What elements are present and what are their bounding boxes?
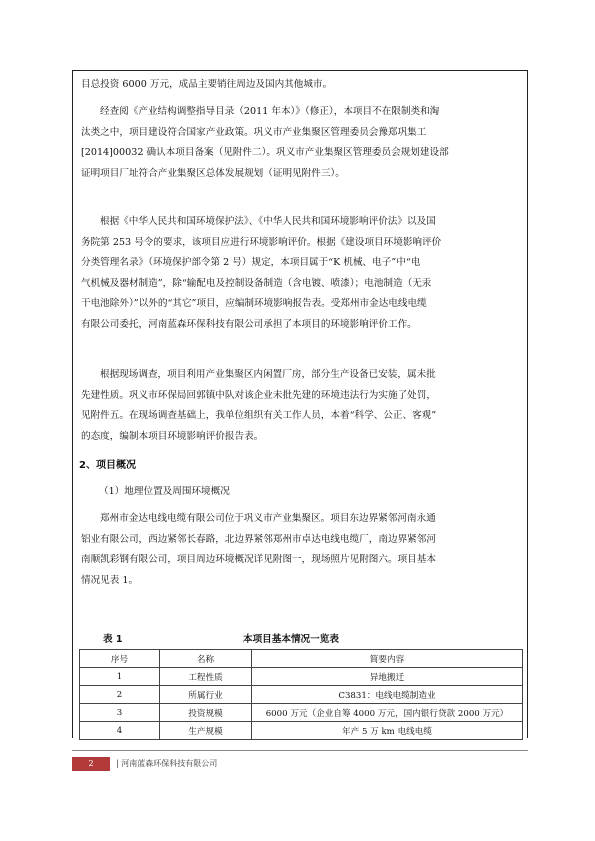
text-line: 气机械及器材制造”，除“输配电及控制设备制造（含电镀、喷漆）；电池制造（无汞	[81, 277, 432, 289]
text-line: 情况见表 1。	[81, 574, 139, 586]
table-header-cell: 名称	[160, 650, 252, 668]
text-line: 有限公司委托，河南蓝森环保科技有限公司承担了本项目的环境影响评价工作。	[81, 318, 417, 330]
text-line: [2014]00032 确认本项目备案（见附件二）。巩义市产业集聚区管理委员会规划建设部	[81, 147, 449, 158]
table-row	[80, 668, 523, 686]
table-caption: 本项目基本情况一览表	[243, 634, 339, 645]
table-row	[80, 722, 523, 740]
section-heading: 2、项目概况	[79, 460, 136, 471]
text-line: 目总投资 6000 万元，成品主要销往周边及国内其他城市。	[81, 79, 333, 90]
table-cell: 1	[80, 668, 160, 686]
table-cell: 工程性质	[160, 668, 252, 686]
text-line: 务院第 253 号令的要求，该项目应进行环境影响评价。根据《建设项目环境影响评价	[81, 236, 442, 248]
text-line: 见附件五。在现场调查基础上，我单位组织有关工作人员，本着“科学、公正、客观”	[81, 410, 437, 421]
table-cell: 生产规模	[160, 722, 252, 740]
text-line: 先建性质。巩义市环保局回郭镇中队对该企业未批先建的环境违法行为实施了处罚，	[81, 389, 436, 401]
table-header-row	[80, 650, 523, 668]
text-line: 铝业有限公司，西边紧邻长春路，北边界紧邻郑州市卓达电线电缆厂，南边界紧邻河	[81, 533, 436, 545]
document-frame	[72, 70, 528, 738]
paragraph-5	[81, 509, 519, 591]
table-cell: 2	[80, 686, 160, 704]
table-cell: 6000 万元（企业自筹 4000 万元，国内银行贷款 2000 万元）	[252, 704, 523, 722]
text-line: 根据《中华人民共和国环境保护法》、《中华人民共和国环境影响评价法》以及国	[100, 216, 436, 227]
paragraph-2	[81, 102, 519, 184]
table-cell: 异地搬迁	[252, 668, 523, 686]
footer-divider	[72, 750, 528, 751]
table-row	[80, 686, 523, 704]
paragraph-1	[81, 75, 519, 96]
text-line: 干电池除外）”以外的“其它”项目，应编制环境影响报告表。受郑州市金达电线电缆	[81, 298, 427, 309]
table-label: 表 1	[103, 634, 123, 645]
table-row	[80, 704, 523, 722]
text-line: 南顺凯彩钢有限公司，项目周边环境概况详见附图一，现场照片见附图六。项目基本	[81, 554, 436, 565]
text-line: 根据现场调查，项目利用产业集聚区内闲置厂房，部分生产设备已安装，属未批	[100, 369, 436, 380]
table-cell: 所属行业	[160, 686, 252, 704]
page-number: 2	[88, 759, 94, 768]
paragraph-3	[81, 212, 519, 335]
table-cell: 4	[80, 722, 160, 740]
table-header-cell: 序号	[80, 650, 160, 668]
project-info-table	[79, 649, 523, 740]
text-line: 证明项目厂址符合产业集聚区总体发展规划（证明见附件三）。	[81, 167, 345, 179]
table-cell: 年产 5 万 km 电线电缆	[252, 722, 523, 740]
text-line: 经查阅《产业结构调整指导目录（2011 年本）》（修正），本项目不在限制类和淘	[100, 106, 440, 117]
paragraph-4	[81, 365, 519, 447]
table-cell: 投资规模	[160, 704, 252, 722]
text-line: 汰类之中，项目建设符合国家产业政策。巩义市产业集聚区管理委员会豫郑巩集工	[81, 126, 427, 138]
table-cell: C3831：电线电缆制造业	[252, 686, 523, 704]
text-line: 的态度，编制本项目环境影响评价报告表。	[81, 430, 264, 442]
table-cell: 3	[80, 704, 160, 722]
table-header-cell: 简要内容	[252, 650, 523, 668]
text-line: 分类管理名录》（环境保护部令第 2 号）规定，本项目属于“K 机械、电子”中“电	[81, 257, 421, 268]
text-line: 郑州市金达电线电缆有限公司位于巩义市产业集聚区。项目东边界紧邻河南永通	[100, 513, 436, 524]
subsection-heading: （1）地理位置及周围环境概况	[99, 486, 230, 497]
footer-company: | 河南蓝森环保科技有限公司	[116, 759, 218, 768]
